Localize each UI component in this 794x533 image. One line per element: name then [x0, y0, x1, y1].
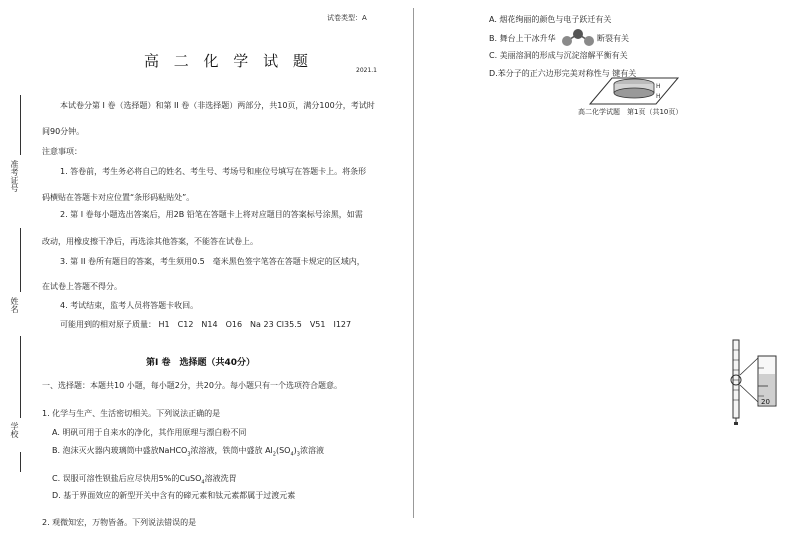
binding-line — [20, 336, 21, 418]
q1-option-a: A. 明矾可用于自来水的净化，其作用原理与漂白粉不同 — [52, 428, 247, 437]
binding-line — [20, 228, 21, 292]
section-title: 第I 卷 选择题（共40分） — [146, 358, 256, 368]
atomic-masses: 可能用到的相对原子质量： H1 C12 N14 O16 Na 23 Cl35.5 V51 I127 — [60, 320, 352, 329]
q1-option-b-part4: ) — [293, 446, 297, 455]
svg-text:H: H — [656, 83, 661, 90]
q2-option-d: D.苯分子的正六边形完美对称性与 键有关 — [489, 69, 637, 78]
page-title: 高 二 化 学 试 题 — [144, 52, 313, 70]
section-instructions: 一、选择题：本题共10 小题，每小题2分，共20分。每小题只有一个选项符合题意。 — [42, 381, 342, 390]
q1-option-b-part2: 浓溶液，铁筒中盛放 Al — [190, 446, 273, 455]
co2-molecule-image — [561, 27, 595, 47]
svg-text:H: H — [656, 93, 661, 100]
note-1b: 码横贴在答题卡对应位置“条形码粘贴处”。 — [42, 193, 195, 202]
note-3b: 在试卷上答题不得分。 — [42, 282, 122, 291]
q2-stem: 2. 观微知宏，万物皆备。下列说法错误的是 — [42, 518, 197, 527]
exam-date: 2021.1 — [356, 67, 377, 74]
binding-line — [20, 95, 21, 155]
exam-type: 试卷类型：A — [327, 14, 367, 22]
notes-heading: 注意事项： — [42, 147, 82, 156]
q1-option-c-part1: C. 误服可溶性钡盐后应尽快用5%的CuSO — [52, 474, 202, 483]
note-1a: 1. 答卷前，考生务必将自己的姓名、考生号、考场号和座位号填写在答题卡上。将条形 — [60, 167, 367, 176]
q2-option-b-part1: B. 舞台上干冰升华 — [489, 34, 556, 43]
side-label-name: 姓名 — [10, 297, 19, 313]
q2-option-a: A. 烟花绚丽的颜色与电子跃迁有关 — [489, 15, 612, 24]
intro-line-2: 间90分钟。 — [42, 127, 85, 136]
q1-option-b: B. 泡沫灭火器内玻璃筒中盛放NaHCO$_3$浓溶液，铁筒中盛放 $Al_2(SO_4)_3$浓溶液 — [52, 446, 324, 458]
q1-option-c-part2: 溶液洗胃 — [204, 474, 237, 483]
note-2b: 改动，用橡皮擦干净后，再选涂其他答案，不能答在试卷上。 — [42, 237, 258, 246]
intro-line-1: 本试卷分第 I 卷（选择题）和第 II 卷（非选择题）两部分，共10页，满分100分，考试时 — [60, 101, 375, 110]
q1-stem: 1. 化学与生产、生活密切相关。下列说法正确的是 — [42, 409, 221, 418]
q1-option-c: C. 误服可溶性钡盐后应尽快用5%的CuSO$_4$溶液洗胃 — [52, 474, 237, 486]
binding-line — [20, 452, 21, 472]
page-footer: 高二化学试题 第1页（共10页） — [578, 108, 683, 116]
page-divider — [413, 8, 414, 518]
note-2a: 2. 第 I 卷每小题选出答案后，用2B 铅笔在答题卡上将对应题目的答案标号涂黑，如需 — [60, 210, 363, 219]
benzene-pi-bond-image — [586, 74, 682, 108]
q1-option-b-part3: (SO — [275, 446, 291, 455]
side-label-school: 学校 — [10, 422, 19, 438]
q1-option-b-part5: 浓溶液 — [299, 446, 324, 455]
side-label-exam-no: 准考证号 — [10, 160, 19, 192]
q1-option-b-part1: B. 泡沫灭火器内玻璃筒中盛放NaHCO — [52, 446, 188, 455]
q2-option-b-part2: 断裂有关 — [597, 34, 629, 43]
note-3a: 3. 第 II 卷所有题目的答案，考生须用0.5 毫米黑色签字笔答在答题卡规定的区域内， — [60, 257, 365, 266]
note-4: 4. 考试结束，监考人员将答题卡收回。 — [60, 301, 199, 310]
burette-reading: 20 — [761, 398, 770, 406]
q1-option-d: D. 基于界面效应的新型开关中含有的碲元素和钛元素都属于过渡元素 — [52, 491, 296, 500]
q2-option-c: C. 美丽溶洞的形成与沉淀溶解平衡有关 — [489, 51, 628, 60]
burette-image — [724, 338, 786, 428]
